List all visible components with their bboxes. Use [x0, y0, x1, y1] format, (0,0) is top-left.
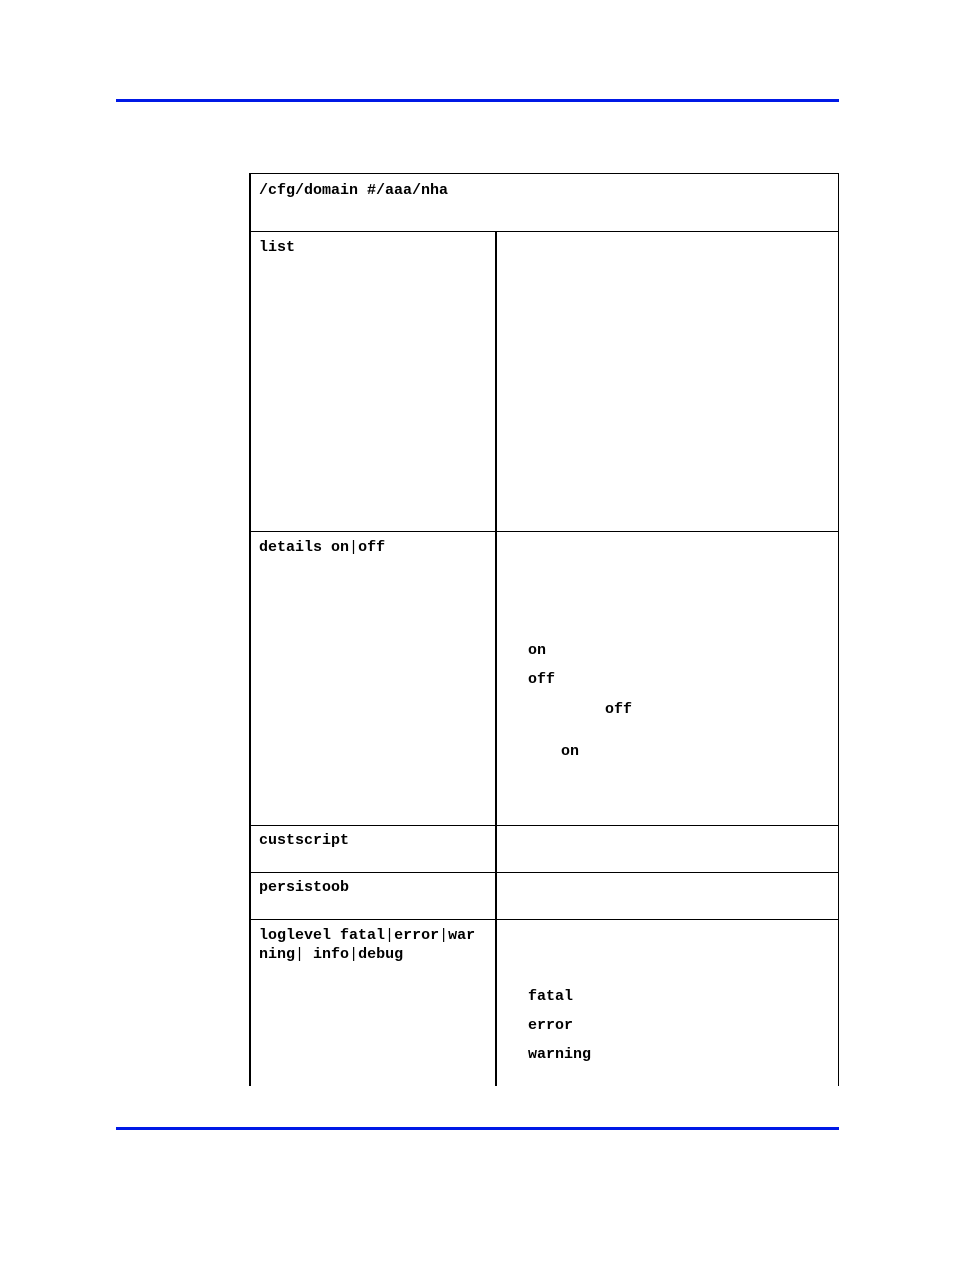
command-name: details [259, 539, 323, 556]
command-arg: ning [259, 946, 296, 963]
command-arg: off [358, 539, 386, 556]
option-value: off [605, 701, 633, 718]
option-value: error [528, 1017, 574, 1034]
row-divider [251, 872, 838, 873]
command-persistoob: persistoob [259, 879, 350, 896]
command-arg: on [331, 539, 350, 556]
command-arg: error [394, 927, 440, 944]
footer-rule [116, 1127, 839, 1130]
command-custscript: custscript [259, 832, 350, 849]
row-divider [251, 825, 838, 826]
option-value: fatal [528, 988, 574, 1005]
command-list: list [259, 239, 296, 256]
option-value: off [528, 671, 556, 688]
command-arg: info [313, 946, 350, 963]
row-divider [251, 919, 838, 920]
option-value: on [528, 642, 547, 659]
command-details: details on|off [259, 539, 386, 556]
row-divider [251, 531, 838, 532]
command-arg: war [448, 927, 476, 944]
table-header: /cfg/domain #/aaa/nha [259, 182, 449, 199]
header-rule [116, 99, 839, 102]
option-value: warning [528, 1046, 592, 1063]
command-table [249, 173, 839, 1086]
row-divider [251, 231, 838, 232]
command-name: loglevel [259, 927, 332, 944]
command-loglevel-line2: ning| info|debug [259, 946, 404, 963]
command-arg: fatal [340, 927, 386, 944]
command-arg: debug [358, 946, 404, 963]
command-loglevel-line1: loglevel fatal|error|war [259, 927, 476, 944]
column-divider [495, 231, 497, 1086]
option-value: on [561, 743, 580, 760]
